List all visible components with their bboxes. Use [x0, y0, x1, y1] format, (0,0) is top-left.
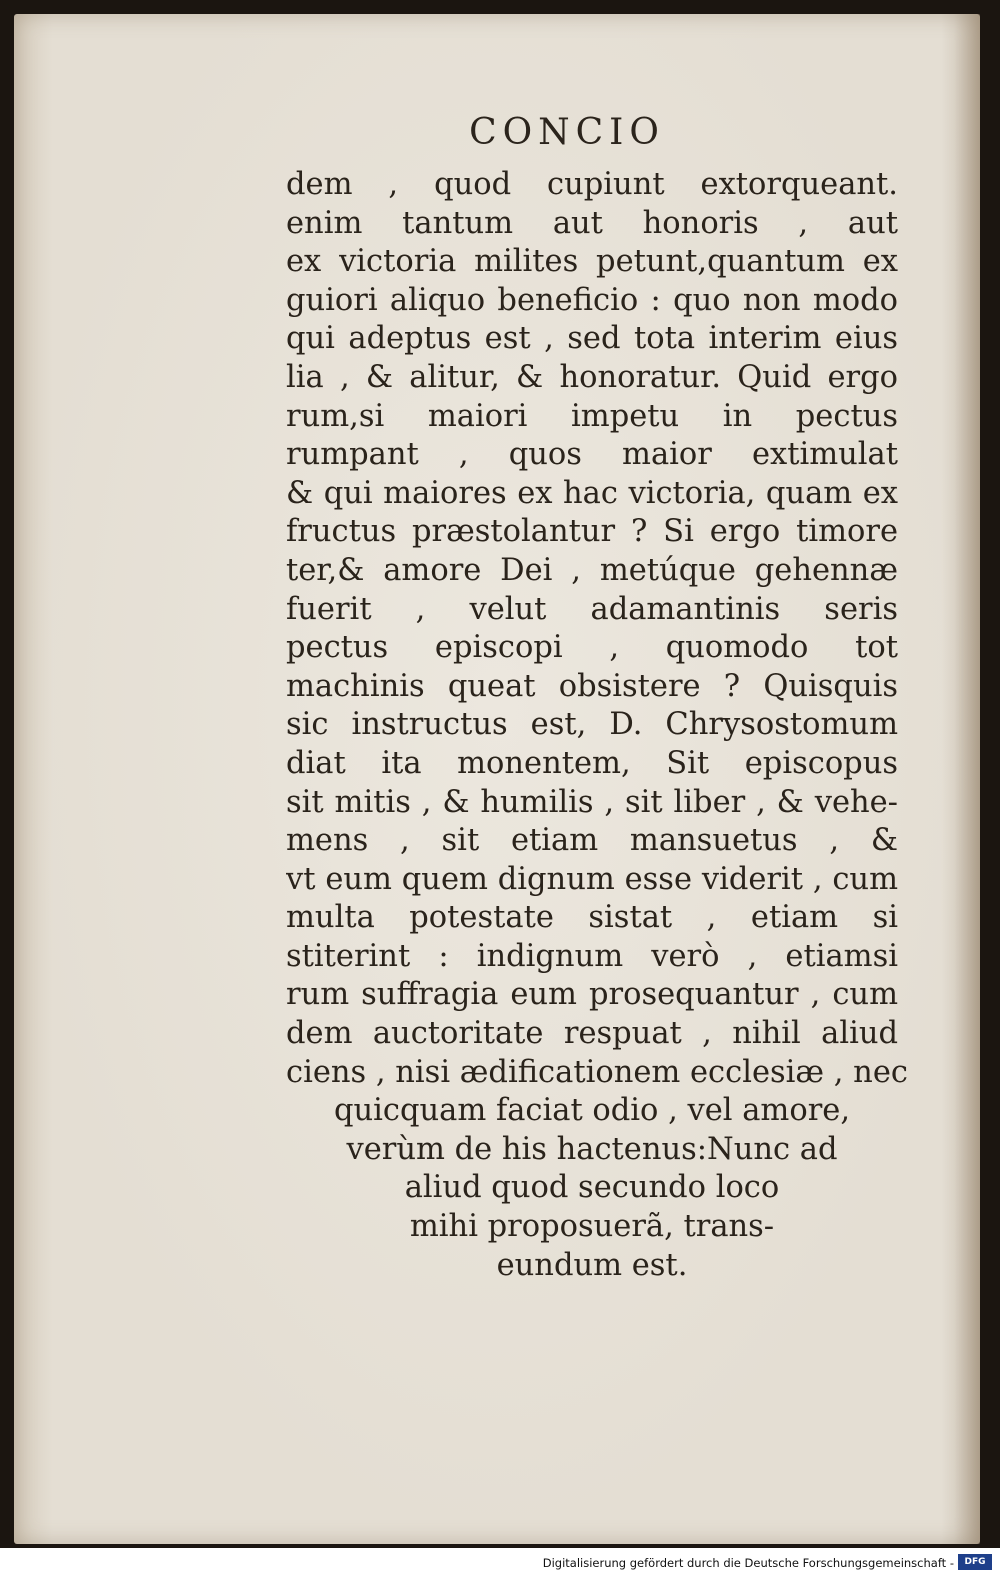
text-line: rumpant , quos maior extimulat [286, 437, 898, 473]
text-line: dem , quod cupiunt extorqueant. [286, 167, 898, 202]
book-page [14, 14, 980, 1544]
text-line-tapered: eundum est. [496, 1247, 688, 1283]
text-line: pectus episcopi , quomodo tot [286, 630, 898, 666]
text-line: qui adeptus est , sed tota interim eius [286, 321, 898, 357]
text-line: ex victoria milites petunt,quantum ex [286, 244, 898, 280]
text-line-tapered: verùm de his hactenus:Nunc ad [346, 1131, 838, 1167]
text-line: fuerit , velut adamantinis seris [286, 591, 898, 627]
page-edge-shadow [954, 14, 980, 1544]
text-line: rum,si maiori impetu in pectus [286, 398, 898, 434]
text-line: machinis queat obsistere ? Quisquis [286, 668, 898, 704]
text-line: & qui maiores ex hac victoria, quam ex [286, 475, 898, 511]
digitization-footer [0, 1548, 1000, 1580]
text-line: fructus præstolantur ? Si ergo timore [286, 514, 898, 550]
dfg-logo: DFG [958, 1554, 992, 1570]
text-line: vt eum quem dignum esse viderit , cum [286, 861, 898, 897]
text-line: stiterint : indignum verò , etiamsi [286, 938, 898, 974]
running-header: CONCIO [469, 112, 665, 153]
text-line: lia , & alitur, & honoratur. Quid ergo [286, 359, 898, 395]
text-line: dem auctoritate respuat , nihil aliud [286, 1016, 898, 1052]
text-line: sit mitis , & humilis , sit liber , & vehe- [286, 784, 898, 820]
text-line: rum suffragia eum prosequantur , cum [286, 977, 898, 1013]
text-line: sic instructus est, D. Chrysostomum [286, 707, 898, 743]
text-line-tapered: mihi proposuerã, trans- [409, 1209, 775, 1245]
text-line: enim tantum aut honoris , aut [286, 205, 898, 241]
text-line: ter,& amore Dei , metúque gehennæ [286, 552, 898, 588]
text-line-tapered: quicquam faciat odio , vel amore, [333, 1093, 851, 1129]
text-line: mens , sit etiam mansuetus , & [286, 823, 898, 859]
funding-credit: Digitalisierung gefördert durch die Deutsche Forschungsgemeinschaft - [542, 1556, 954, 1570]
text-line-tapered: aliud quod secundo loco [404, 1170, 780, 1206]
body-text [286, 166, 908, 1285]
text-line: multa potestate sistat , etiam si [286, 900, 898, 936]
text-line-tapered: ciens , nisi ædificationem ecclesiæ , nec [286, 1054, 908, 1090]
text-line: guiori aliquo beneficio : quo non modo [286, 282, 898, 318]
text-line: diat ita monentem, Sit episcopus [286, 745, 898, 781]
